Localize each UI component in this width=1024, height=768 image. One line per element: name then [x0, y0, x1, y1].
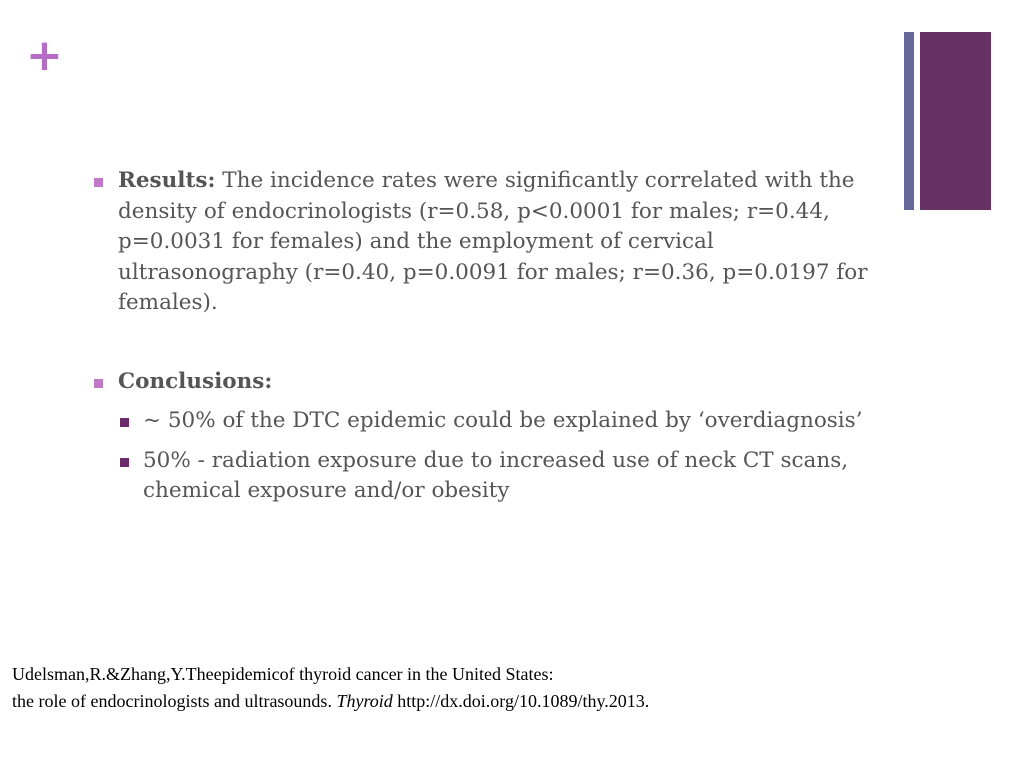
citation-doi: http://dx.doi.org/10.1089/thy.2013.	[392, 691, 650, 711]
bullet-conclusions	[92, 367, 900, 398]
results-label: Results:	[118, 168, 216, 193]
subbullet-text: ~ 50% of the DTC epidemic could be explained by ‘overdiagnosis’	[143, 408, 863, 433]
conclusions-label: Conclusions:	[118, 368, 273, 394]
results-text: The incidence rates were significantly correlated with the density of endocrinologists (r=0.58, p<0.0001 for males; r=0.44, p=0.0031 for females) and the employment of cervical ultrasonography (r=0.40, p=0.0091 for males; r=0.36, p=0.0197 for females).	[118, 168, 868, 315]
decorative-bar-thin	[904, 32, 914, 210]
decorative-bar-wide	[920, 32, 991, 210]
plus-icon: +	[26, 30, 63, 81]
subbullet-square-icon	[120, 418, 129, 427]
subbullet-radiation	[92, 446, 900, 507]
subbullet-overdiagnosis	[92, 406, 900, 437]
bullet-square-icon	[94, 178, 103, 187]
citation-line-1: Udelsman,R.&Zhang,Y.Theepidemicof thyroid cancer in the United States:	[12, 664, 554, 684]
slide-content	[92, 166, 900, 507]
bullet-square-icon	[94, 379, 103, 388]
subbullet-text: 50% - radiation exposure due to increased use of neck CT scans, chemical exposure and/or obesity	[143, 447, 849, 503]
subbullet-square-icon	[120, 458, 129, 467]
citation	[12, 661, 649, 715]
citation-title-text: the role of endocrinologists and ultrasounds.	[12, 691, 337, 711]
bullet-results	[92, 166, 900, 319]
citation-line-2	[12, 688, 649, 715]
citation-journal: Thyroid	[336, 691, 393, 711]
